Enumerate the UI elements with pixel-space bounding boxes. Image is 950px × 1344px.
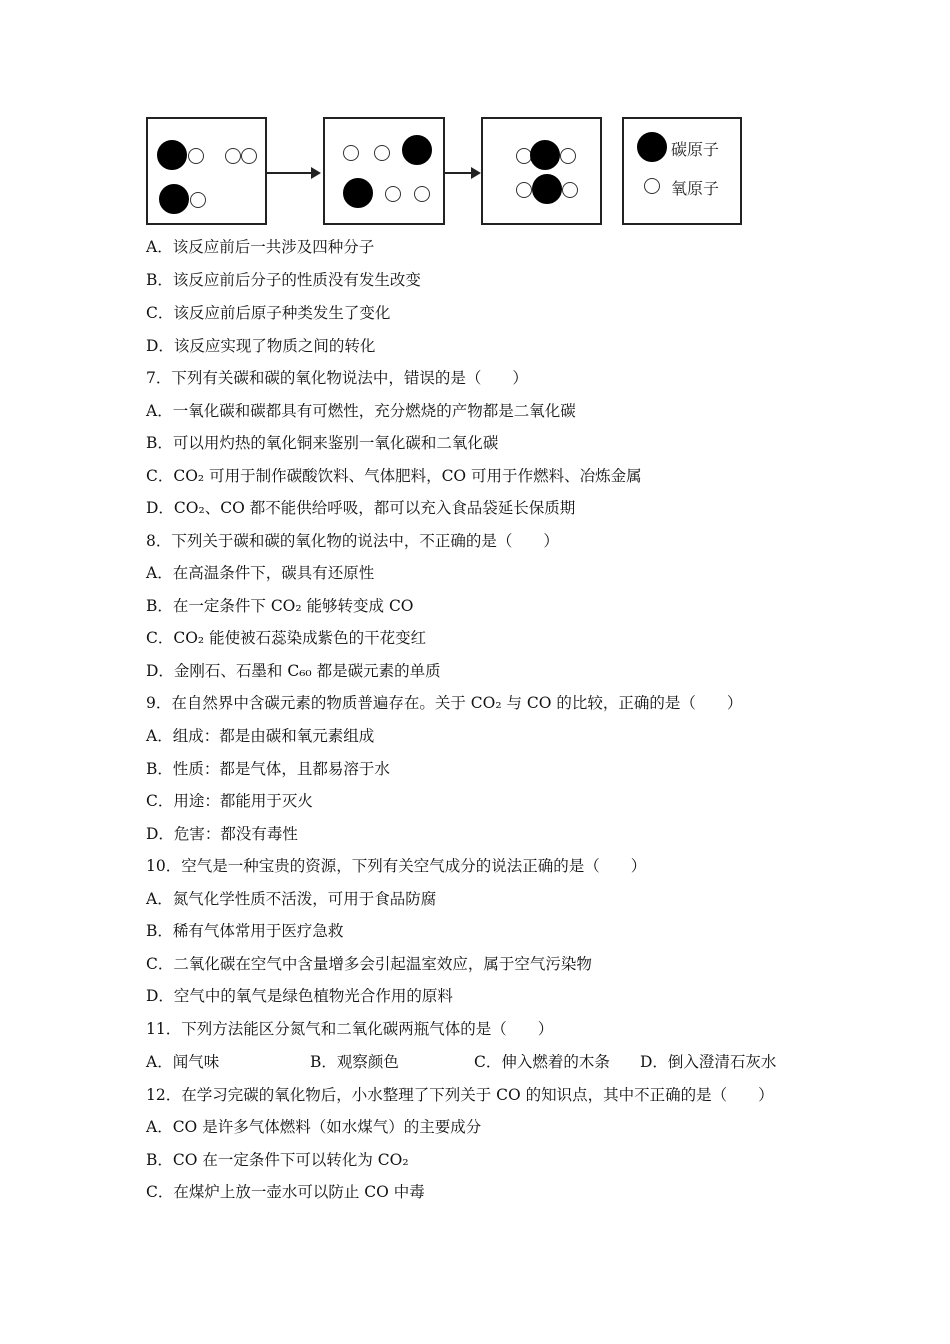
q11-option-a: A．闻气味 [146,1053,220,1071]
option-line: B．CO 在一定条件下可以转化为 CO₂ [146,1151,409,1169]
question-line: 12．在学习完碳的氧化物后，小水整理了下列关于 CO 的知识点，其中不正确的是（ ） [146,1086,774,1104]
carbon-atom [343,178,373,208]
question-line: 9．在自然界中含碳元素的物质普遍存在。关于 CO₂ 与 CO 的比较，正确的是（ ） [146,694,743,712]
oxygen-atom [190,192,206,208]
option-line: B．性质：都是气体，且都易溶于水 [146,760,390,778]
carbon-atom [159,184,189,214]
option-line: A．一氧化碳和碳都具有可燃性，充分燃烧的产物都是二氧化碳 [146,402,576,420]
option-line: D．该反应实现了物质之间的转化 [146,337,376,355]
option-line: C．该反应前后原子种类发生了变化 [146,304,391,322]
question-line: 8．下列关于碳和碳的氧化物的说法中，不正确的是（ ） [146,532,559,550]
q11-option-c: C．伸入燃着的木条 [474,1053,610,1071]
option-line: C．在煤炉上放一壶水可以防止 CO 中毒 [146,1183,425,1201]
question-line: 11．下列方法能区分氮气和二氧化碳两瓶气体的是（ ） [146,1020,554,1038]
oxygen-atom [562,182,578,198]
q11-option-d: D．倒入澄清石灰水 [640,1053,777,1071]
q11-option-b: B．观察颜色 [310,1053,399,1071]
carbon-atom [532,174,562,204]
oxygen-atom [241,148,257,164]
oxygen-atom [374,145,390,161]
atoms-box [323,117,445,225]
option-line: C．CO₂ 能使被石蕊染成紫色的干花变红 [146,629,427,647]
option-line: C．CO₂ 可用于制作碳酸饮料、气体肥料，CO 可用于作燃料、冶炼金属 [146,467,642,485]
oxygen-atom-legend-icon [644,178,660,194]
oxygen-atom [385,186,401,202]
arrow-right-icon [445,172,479,174]
option-line: B．稀有气体常用于医疗急救 [146,922,344,940]
option-line: A．CO 是许多气体燃料（如水煤气）的主要成分 [146,1118,482,1136]
carbon-atom-legend-icon [637,132,667,162]
question-line: 7．下列有关碳和碳的氧化物说法中，错误的是（ ） [146,369,528,387]
oxygen-legend-label: 氧原子 [671,179,720,198]
reaction-diagram [146,117,746,229]
option-line: D．危害：都没有毒性 [146,825,298,843]
oxygen-atom [188,148,204,164]
option-line: D．CO₂、CO 都不能供给呼吸，都可以充入食品袋延长保质期 [146,499,576,517]
oxygen-atom [343,145,359,161]
option-line: D．金刚石、石墨和 C₆₀ 都是碳元素的单质 [146,662,441,680]
option-line: A．在高温条件下，碳具有还原性 [146,564,375,582]
option-line: C．用途：都能用于灭火 [146,792,313,810]
question-line: 10．空气是一种宝贵的资源，下列有关空气成分的说法正确的是（ ） [146,857,647,875]
option-line: A．组成：都是由碳和氧元素组成 [146,727,375,745]
reactants-box [146,117,267,225]
oxygen-atom [225,148,241,164]
option-line: D．空气中的氧气是绿色植物光合作用的原料 [146,987,453,1005]
products-box [481,117,602,225]
carbon-atom [157,140,187,170]
carbon-legend-label: 碳原子 [671,140,720,159]
option-line: B．在一定条件下 CO₂ 能够转变成 CO [146,597,414,615]
option-line: C．二氧化碳在空气中含量增多会引起温室效应，属于空气污染物 [146,955,592,973]
carbon-atom [402,135,432,165]
oxygen-atom [516,182,532,198]
option-line: B．该反应前后分子的性质没有发生改变 [146,271,421,289]
carbon-atom [530,140,560,170]
option-line: A．氮气化学性质不活泼，可用于食品防腐 [146,890,437,908]
option-line: B．可以用灼热的氧化铜来鉴别一氧化碳和二氧化碳 [146,434,499,452]
oxygen-atom [560,148,576,164]
option-line: A．该反应前后一共涉及四种分子 [146,238,375,256]
arrow-right-icon [267,172,319,174]
legend-box [622,117,742,225]
oxygen-atom [414,186,430,202]
